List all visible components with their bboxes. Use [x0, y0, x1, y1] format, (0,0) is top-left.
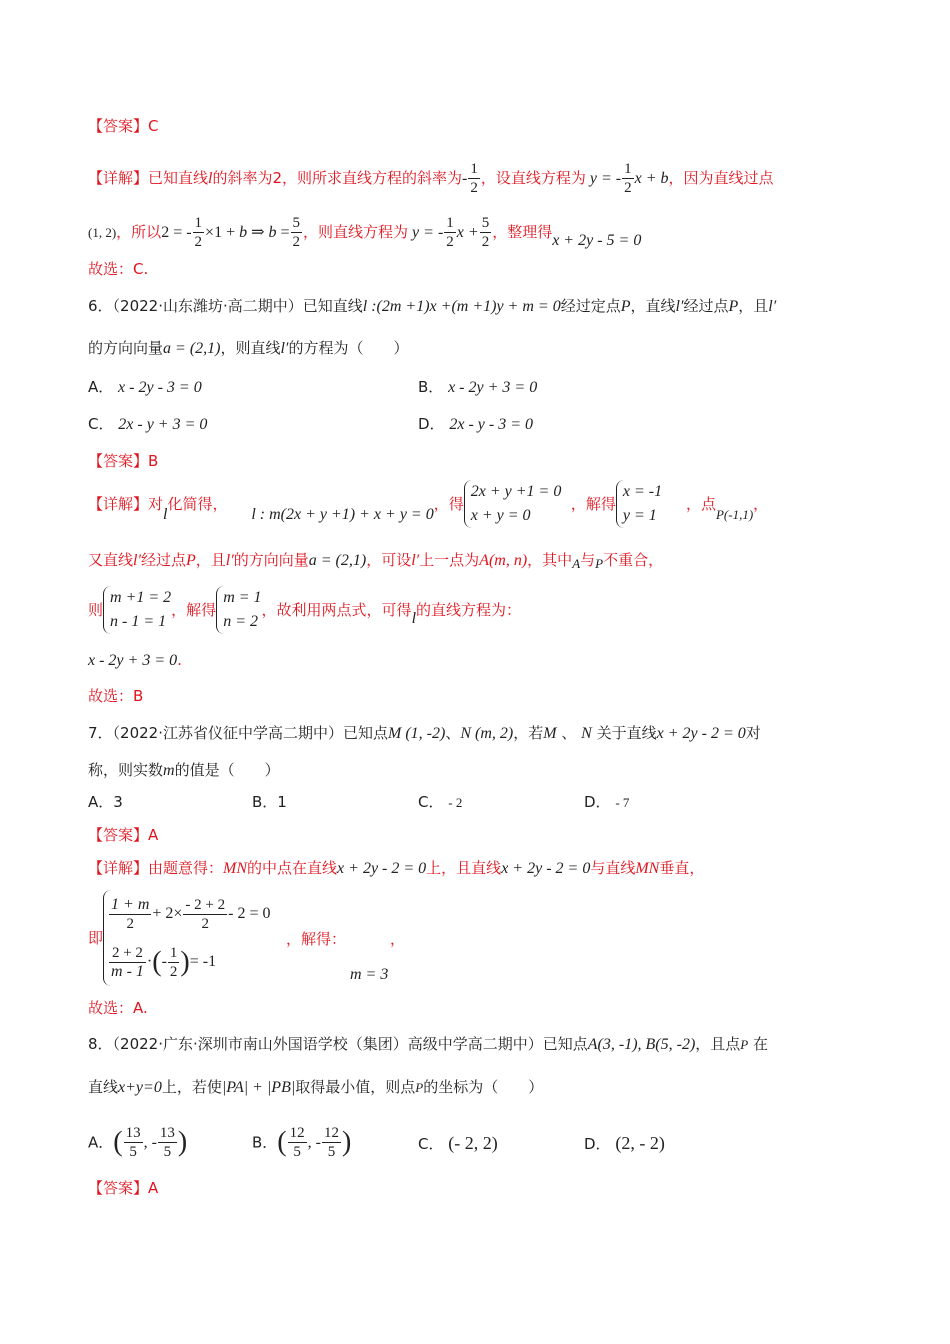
q7-choose: 故选：A.: [88, 999, 148, 1017]
q6-system4: [216, 586, 261, 634]
q7-text: 垂直，: [659, 859, 705, 877]
q6-system2: [616, 480, 662, 528]
q7-frac: 2: [201, 915, 210, 932]
q7-solve-label: [286, 929, 346, 949]
q8-frac: 13: [125, 1125, 141, 1141]
q7-text: 、: [445, 724, 461, 742]
q6-option-b-text: x - 2y + 3 = 0: [448, 379, 538, 396]
q5-detail-line1: 【详解】已知直线l的斜率为2，则所求直线方程的斜率为- $\frac{1}{2}$ ，设直线方程为 y = - $\frac{1}{2}$ x + b，因为直线过点: [88, 161, 774, 196]
q8-text: ，且点: [695, 1035, 741, 1053]
q7-source: （2022·江苏省仪征中学高二期中）已知点: [112, 724, 388, 742]
q8-text: 取得最小值，则点: [295, 1078, 416, 1096]
q6-source: （2022·山东潍坊·高二期中）已知直线: [112, 297, 363, 315]
q6-text: ，可设: [366, 551, 412, 569]
q8-var-P: P: [415, 1080, 424, 1095]
q7-option-label: B．: [252, 793, 278, 811]
q7-line-eq: x + 2y - 2 = 0: [656, 725, 746, 742]
q6-choose: 故选：B: [88, 687, 144, 705]
q6-system1-row: 2x + y +1 = 0: [470, 483, 562, 500]
q6-result-eq: x - 2y + 3 = 0: [88, 652, 178, 669]
q7-option-a-text: 3: [113, 793, 123, 811]
q8-option-a: A．( $\frac{13}{5}$ , - $\frac{13}{5}$ ): [88, 1125, 188, 1160]
q7-frac: - 2 + 2: [185, 896, 226, 913]
q7-text: 对: [745, 724, 761, 742]
q5-text: ，则直线方程为: [303, 223, 409, 241]
q7-point-N: N (m, 2): [460, 725, 514, 742]
q7-text: 由题意得：: [148, 859, 224, 877]
q6-point-A: A(m, n): [479, 552, 528, 569]
q8-option-b: B．( $\frac{12}{5}$ , - $\frac{12}{5}$ ): [252, 1125, 352, 1160]
q7-text: 与直线: [590, 859, 636, 877]
q8-frac: 5: [293, 1144, 301, 1160]
q8-stem-line2: [88, 1077, 543, 1098]
q7-text: ，: [390, 930, 406, 948]
q7-stem-line1: [88, 723, 761, 744]
q7-text: 的中点在直线: [247, 859, 338, 877]
q6-detail-line1: [88, 480, 768, 528]
q6-system1: [464, 480, 562, 528]
q6-var-lp: l′: [411, 552, 420, 569]
q8-source: （2022·广东·深圳市南山外国语学校（集团）高级中学高二期中）已知点: [112, 1035, 588, 1053]
q6-stem-line2: [88, 338, 408, 359]
q6-text: 的方向向量: [88, 339, 164, 357]
q6-text: ，则直线: [220, 339, 281, 357]
q6-simplified-eq: l : m(2x + y +1) + x + y = 0: [251, 505, 434, 523]
q7-option-a: [88, 792, 123, 812]
q6-text: 化简得，: [167, 495, 228, 513]
q6-option-label: D．: [418, 415, 445, 433]
q7-text: 上，且直线: [426, 859, 502, 877]
q8-frac: 12: [323, 1125, 339, 1141]
q6-option-d: [418, 414, 533, 435]
q7-option-c: [418, 792, 462, 813]
q8-option-c-text: (- 2, 2): [448, 1133, 498, 1153]
q7-var-MN: MN: [223, 860, 248, 877]
q6-system1-row: x + y = 0: [470, 507, 531, 524]
q6-detail-label: 【详解】: [88, 495, 149, 513]
q7-text: ·: [146, 953, 153, 970]
q6-detail-line4: [88, 650, 182, 671]
q7-text: - 2 = 0: [228, 905, 271, 922]
q6-text: ，故利用两点式，可得: [261, 601, 412, 619]
q8-frac: 5: [163, 1144, 172, 1160]
q6-var-lp: l′: [768, 298, 777, 315]
q7-result-eq: m = 3: [350, 966, 389, 983]
q5-text: 的斜率为2，则所求直线方程的斜率为: [212, 169, 463, 187]
q5-text: ，整理得: [492, 223, 553, 241]
q6-option-label: A．: [88, 378, 114, 396]
q7-frac: 1 + m: [111, 895, 150, 913]
q8-frac: 5: [129, 1144, 137, 1160]
q6-option-a-text: x - 2y - 3 = 0: [118, 379, 202, 396]
q6-system4-row: n = 2: [223, 613, 258, 630]
q6-text: ，: [753, 495, 769, 513]
q7-option-b: [252, 792, 287, 812]
q6-option-c: [88, 414, 207, 435]
q7-option-d-text: - 7: [615, 795, 630, 810]
q6-text: 不重合，: [603, 551, 664, 569]
q6-option-a: [88, 377, 202, 398]
q8-option-label: C．: [418, 1135, 444, 1153]
q5-answer: 【答案】C: [88, 117, 159, 135]
q6-text: 又直线: [88, 551, 134, 569]
q7-text: 称，则实数: [88, 761, 164, 779]
q8-frac: 13: [159, 1125, 175, 1141]
q6-number: 6．: [88, 297, 113, 315]
q8-stem-line1: [88, 1034, 768, 1055]
q6-var-lp: l′: [675, 298, 684, 315]
q6-option-d-text: 2x - y - 3 = 0: [449, 416, 533, 433]
q8-number: 8．: [88, 1035, 113, 1053]
q6-text: 对: [148, 495, 164, 513]
q5-text: ，设直线方程为: [480, 169, 586, 187]
q6-vector: a = (2,1): [163, 340, 221, 357]
q6-var-A: A: [572, 556, 581, 571]
q6-detail-line3: [88, 586, 521, 634]
q6-vector: a = (2,1): [308, 552, 367, 569]
q7-system-row2: $\frac{2 + 2}{m - 1}$ ·(- $\frac{1}{2}$ )= -1: [111, 944, 217, 980]
q6-text: 经过定点: [560, 297, 621, 315]
q6-var-P: P: [620, 298, 631, 315]
q6-text: ，点: [685, 495, 716, 513]
q6-text: 的直线方程为：: [416, 601, 522, 619]
q6-line-eq: l :(2m +1)x +(m +1)y + m = 0: [362, 298, 561, 315]
q7-option-label: C．: [418, 793, 444, 811]
q7-system-row1: [108, 890, 270, 938]
q6-stem-line1: [88, 296, 776, 317]
q7-result: [350, 964, 388, 985]
q7-frac: 2 + 2: [109, 944, 146, 963]
q6-text: ，解得: [570, 495, 616, 513]
q7-option-c-text: - 2: [448, 795, 463, 810]
q6-text: 与: [580, 551, 596, 569]
q5-detail-label: 【详解】: [88, 169, 149, 187]
q7-option-label: A．: [88, 793, 114, 811]
q8-abs-expr: |PA| + |PB|: [221, 1079, 296, 1096]
q8-text: 直线: [88, 1078, 119, 1096]
q6-text: ，且: [738, 297, 769, 315]
q6-var-l: l: [411, 609, 417, 627]
q8-frac: 12: [289, 1125, 305, 1141]
q7-system-block: [88, 890, 271, 986]
q6-text: 经过点: [683, 297, 729, 315]
q7-detail-line1: [88, 858, 704, 879]
q6-text: 的方向向量: [233, 551, 309, 569]
q7-text: 的值是（ ）: [174, 761, 280, 779]
q6-text: 经过点: [140, 551, 186, 569]
q6-answer: 【答案】B: [88, 452, 159, 470]
q7-detail-label: 【详解】: [88, 859, 149, 877]
q7-number: 7．: [88, 724, 113, 742]
q6-text: ，得: [433, 495, 464, 513]
q8-option-d-text: (2, - 2): [615, 1133, 665, 1153]
q5-detail-line2: (1, 2)，所以2 = - $\frac{1}{2}$ ×1 + b ⇒ b = $\frac{5}{2}$ ，则直线方程为 y = - $\frac{1}{2}$ x + $\frac{5}{2}$ ，整理得x + 2y - 5 = 0: [88, 215, 642, 250]
q6-option-c-text: 2x - y + 3 = 0: [118, 416, 208, 433]
q7-text: 关于直线: [596, 724, 657, 742]
q7-text: + 2×: [152, 905, 183, 922]
q6-var-lp: l′: [280, 340, 289, 357]
q6-var-P: P: [595, 556, 604, 571]
q6-system3-row: m +1 = 2: [110, 589, 172, 606]
q8-option-label: A．: [88, 1133, 114, 1152]
q8-text: 的坐标为（ ）: [423, 1078, 544, 1096]
q6-text: .: [177, 651, 182, 669]
q5-final-eq: x + 2y - 5 = 0: [552, 232, 642, 249]
q6-option-label: B．: [418, 378, 444, 396]
q5-choose: 故选：C.: [88, 260, 149, 278]
q6-var-lp: l′: [225, 552, 234, 569]
q8-option-c: [418, 1133, 498, 1154]
q7-option-b-text: 1: [277, 793, 287, 811]
q6-option-b: [418, 377, 537, 398]
q8-var-P: P: [740, 1037, 749, 1052]
q6-text: 上一点为: [419, 551, 480, 569]
q5-text: ，因为直线过点: [668, 169, 774, 187]
q6-var-P: P: [185, 552, 196, 569]
q7-frac: 2: [126, 915, 134, 932]
q7-text: 、: [561, 724, 577, 742]
q5-text: ，所以: [116, 223, 162, 241]
q6-detail-line2: [88, 550, 663, 571]
q7-var-M: M: [543, 725, 557, 742]
q6-var-l: l: [163, 505, 168, 523]
q7-var-N: N: [581, 725, 592, 742]
q7-text: ，解得：: [286, 930, 347, 948]
q7-solve-comma: [390, 929, 405, 949]
q8-text: 上，若使: [161, 1078, 222, 1096]
q6-text: 的方程为（ ）: [288, 339, 409, 357]
q7-frac: 1: [169, 944, 178, 961]
q7-point-M: M (1, -2): [388, 725, 446, 742]
q6-system2-row: y = 1: [622, 507, 657, 524]
q7-text: 即: [88, 929, 104, 948]
q7-frac: m - 1: [111, 962, 144, 980]
q7-system: [103, 890, 270, 986]
q7-stem-line2: [88, 760, 280, 781]
q8-points-AB: A(3, -1), B(5, -2): [587, 1036, 696, 1053]
q7-option-d: [584, 792, 629, 813]
q5-text: 已知直线: [148, 169, 209, 187]
q6-system3: [103, 586, 171, 634]
q6-text: ，直线: [630, 297, 676, 315]
q5-point: (1, 2): [88, 225, 117, 240]
q6-option-label: C．: [88, 415, 114, 433]
q6-text: ，其中: [527, 551, 573, 569]
q7-text: = -1: [189, 953, 217, 970]
q6-point: P(-1,1): [715, 506, 754, 522]
q7-var-m: m: [163, 762, 175, 779]
q5-var-l: l: [208, 170, 213, 187]
q7-option-label: D．: [584, 793, 611, 811]
q7-frac: 2: [169, 963, 178, 980]
q6-system4-row: m = 1: [223, 589, 262, 606]
q6-system2-row: x = -1: [622, 483, 663, 500]
q8-line-eq: x+y=0: [118, 1079, 162, 1096]
q6-var-P: P: [728, 298, 739, 315]
q7-line-eq: x + 2y - 2 = 0: [337, 860, 427, 877]
q6-system3-row: n - 1 = 1: [110, 613, 167, 630]
q6-text: ，解得: [171, 601, 217, 619]
q7-answer: 【答案】A: [88, 826, 159, 844]
q8-text: 在: [753, 1035, 769, 1053]
q8-option-label: D．: [584, 1135, 611, 1153]
q6-var-lp: l′: [133, 552, 141, 569]
q8-answer: 【答案】A: [88, 1179, 159, 1197]
q7-var-MN: MN: [635, 860, 660, 877]
q6-text: ，且: [195, 551, 226, 569]
q8-frac: 5: [327, 1144, 336, 1160]
q8-option-label: B．: [252, 1133, 278, 1152]
q8-option-d: [584, 1133, 665, 1154]
q7-text: -: [161, 953, 167, 970]
q7-line-eq: x + 2y - 2 = 0: [501, 860, 591, 877]
q7-text: ，若: [513, 724, 544, 742]
q6-text: 则: [88, 601, 104, 619]
